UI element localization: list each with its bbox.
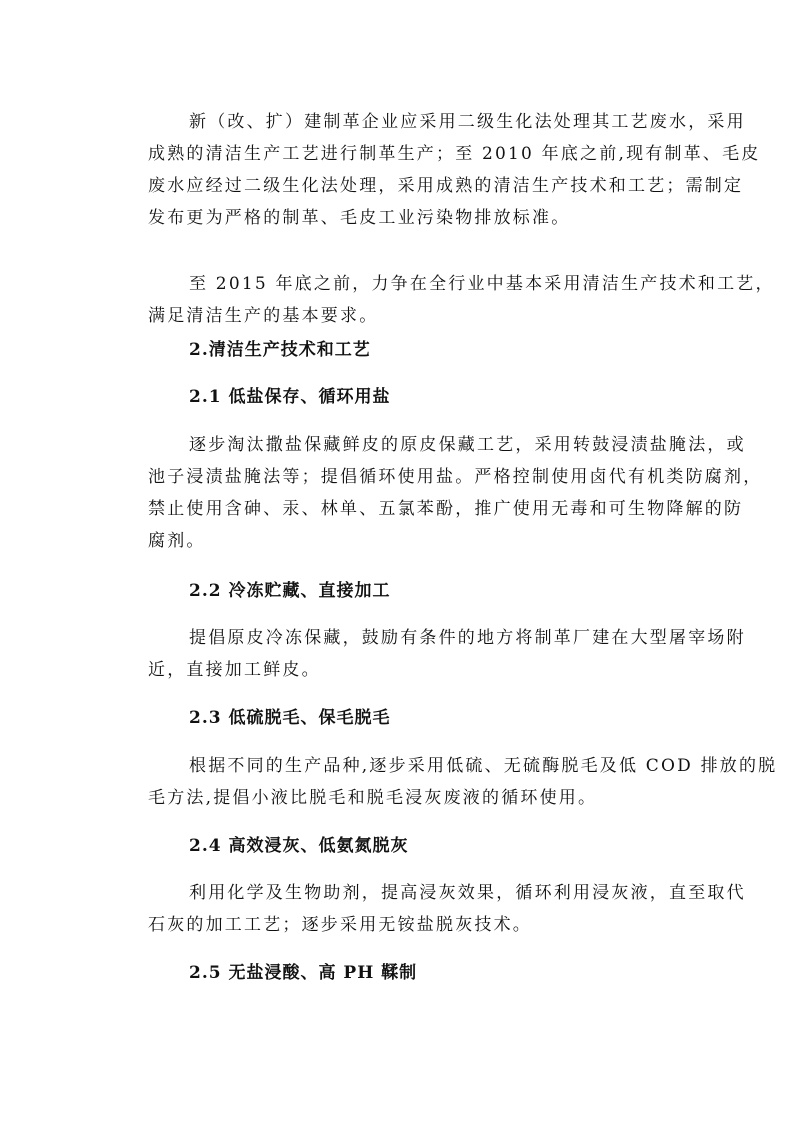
paragraph-line: 腐剂。 bbox=[148, 531, 206, 551]
paragraph bbox=[148, 877, 746, 941]
paragraph-line: 池子浸渍盐腌法等；提倡循环使用盐。严格控制使用卤代有机类防腐剂， bbox=[148, 467, 763, 487]
paragraph-line: 禁止使用含砷、汞、林单、五氯苯酚，推广使用无毒和可生物降解的防 bbox=[148, 499, 744, 519]
paragraph bbox=[148, 429, 763, 557]
paragraph-line: 至 2015 年底之前，力争在全行业中基本采用清洁生产技术和工艺， bbox=[189, 274, 775, 294]
section-heading: 2.2 冷冻贮藏、直接加工 bbox=[189, 581, 391, 601]
paragraph-line: 根据不同的生产品种,逐步采用低硫、无硫酶脱毛及低 COD 排放的脱 bbox=[189, 756, 778, 776]
paragraph-line: 毛方法,提倡小液比脱毛和脱毛浸灰废液的循环使用。 bbox=[148, 788, 598, 808]
paragraph-line: 逐步淘汰撒盐保藏鲜皮的原皮保藏工艺，采用转鼓浸渍盐腌法，或 bbox=[189, 435, 746, 455]
paragraph-line: 石灰的加工工艺；逐步采用无铵盐脱灰技术。 bbox=[148, 915, 532, 935]
section-heading: 2.清洁生产技术和工艺 bbox=[189, 340, 371, 360]
paragraph bbox=[148, 622, 746, 686]
paragraph-line: 发布更为严格的制革、毛皮工业污染物排放标准。 bbox=[148, 208, 571, 228]
paragraph-line: 满足清洁生产的基本要求。 bbox=[148, 306, 379, 326]
paragraph-line: 废水应经过二级生化法处理，采用成熟的清洁生产技术和工艺；需制定 bbox=[148, 176, 744, 196]
paragraph-line: 新（改、扩）建制革企业应采用二级生化法处理其工艺废水，采用 bbox=[189, 112, 746, 132]
section-heading: 2.5 无盐浸酸、高 PH 鞣制 bbox=[189, 963, 418, 983]
paragraph-line: 近，直接加工鲜皮。 bbox=[148, 660, 321, 680]
paragraph-line: 成熟的清洁生产工艺进行制革生产；至 2010 年底之前,现有制革、毛皮 bbox=[148, 144, 761, 164]
section-heading: 2.1 低盐保存、循环用盐 bbox=[189, 387, 391, 407]
paragraph-line: 利用化学及生物助剂，提高浸灰效果，循环利用浸灰液，直至取代 bbox=[189, 883, 746, 903]
paragraph bbox=[148, 106, 761, 234]
section-heading: 2.3 低硫脱毛、保毛脱毛 bbox=[189, 708, 391, 728]
paragraph bbox=[148, 268, 775, 332]
paragraph-line: 提倡原皮冷冻保藏，鼓励有条件的地方将制革厂建在大型屠宰场附 bbox=[189, 628, 746, 648]
section-heading: 2.4 高效浸灰、低氨氮脱灰 bbox=[189, 836, 409, 856]
paragraph bbox=[148, 750, 778, 814]
